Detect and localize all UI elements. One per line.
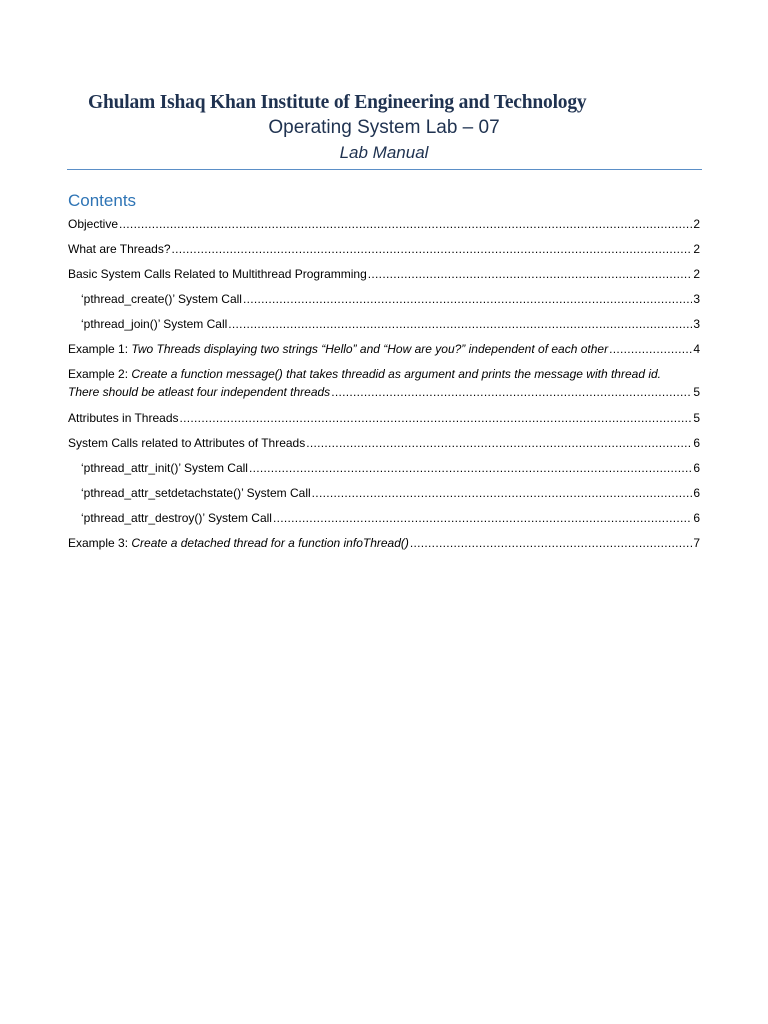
toc-entry-example-3[interactable] [68,535,700,560]
toc-leader [180,410,693,426]
toc-entry-objective[interactable] [68,216,700,241]
toc-page: 2 [693,217,700,231]
toc-entry-pthread-attr-destroy[interactable] [68,510,700,535]
toc-label-line1 [68,366,700,384]
toc-entry-pthread-join[interactable] [68,316,700,341]
toc-leader [609,341,692,357]
toc-label-italic: Two Threads displaying two strings “Hello” and “How are you?” independent of each other [131,342,609,356]
toc-entry-pthread-attr-setdetachstate[interactable] [68,485,700,510]
toc-page: 7 [693,536,700,550]
toc-page: 2 [693,267,700,281]
table-of-contents [68,216,700,560]
toc-label: ‘pthread_attr_destroy()’ System Call [81,511,272,525]
toc-entry-example-1[interactable] [68,341,700,366]
toc-entry-example-2[interactable] [68,366,700,410]
toc-page: 6 [693,486,700,500]
toc-leader [312,485,693,501]
toc-leader [243,291,692,307]
toc-label: Objective [68,217,119,231]
toc-leader [228,316,692,332]
toc-leader [410,535,692,551]
toc-leader [273,510,692,526]
toc-label: ‘pthread_attr_init()’ System Call [81,461,248,475]
header-divider [67,169,702,170]
toc-label: System Calls related to Attributes of Threads [68,436,306,450]
toc-page: 6 [693,436,700,450]
toc-label-line2 [68,384,700,400]
toc-page: 3 [693,317,700,331]
toc-label-italic: Create a function message() that takes threadid as argument and prints the message with thread id. [131,367,661,381]
toc-label-prefix: Example 2: [68,367,132,381]
toc-page: 5 [693,411,700,425]
toc-page: 6 [693,511,700,525]
toc-leader [331,384,692,400]
toc-page: 3 [693,292,700,306]
contents-heading: Contents [68,191,137,210]
lab-subtitle: Lab Manual [339,143,429,162]
toc-label: ‘pthread_attr_setdetachstate()’ System Call [81,486,311,500]
toc-entry-pthread-attr-init[interactable] [68,460,700,485]
toc-label: Basic System Calls Related to Multithread Programming [68,267,367,281]
toc-page: 4 [693,342,700,356]
toc-label: ‘pthread_join()’ System Call [81,317,228,331]
toc-page: 5 [693,385,700,399]
toc-entry-basic-system-calls[interactable] [68,266,700,291]
toc-label: Attributes in Threads [68,411,179,425]
toc-label: ‘pthread_create()’ System Call [81,292,242,306]
toc-page: 2 [693,242,700,256]
toc-page: 6 [693,461,700,475]
toc-leader [368,266,693,282]
lab-title: Operating System Lab – 07 [268,117,500,138]
toc-label-prefix: Example 3: [68,536,132,550]
toc-entry-what-are-threads[interactable] [68,241,700,266]
toc-label [68,341,608,357]
toc-leader [119,216,692,232]
toc-label-prefix: Example 1: [68,342,132,356]
toc-leader [172,241,693,257]
toc-entry-attributes-in-threads[interactable] [68,410,700,435]
toc-entry-attribute-system-calls[interactable] [68,435,700,460]
toc-leader [306,435,692,451]
toc-entry-pthread-create[interactable] [68,291,700,316]
institute-name: Ghulam Ishaq Khan Institute of Engineering and Technology [88,92,587,113]
toc-label-italic: Create a detached thread for a function infoThread() [131,536,409,550]
toc-label-italic-cont: There should be atleast four independent threads [68,385,331,399]
toc-label [68,535,409,551]
toc-label: What are Threads? [68,242,171,256]
toc-leader [249,460,692,476]
